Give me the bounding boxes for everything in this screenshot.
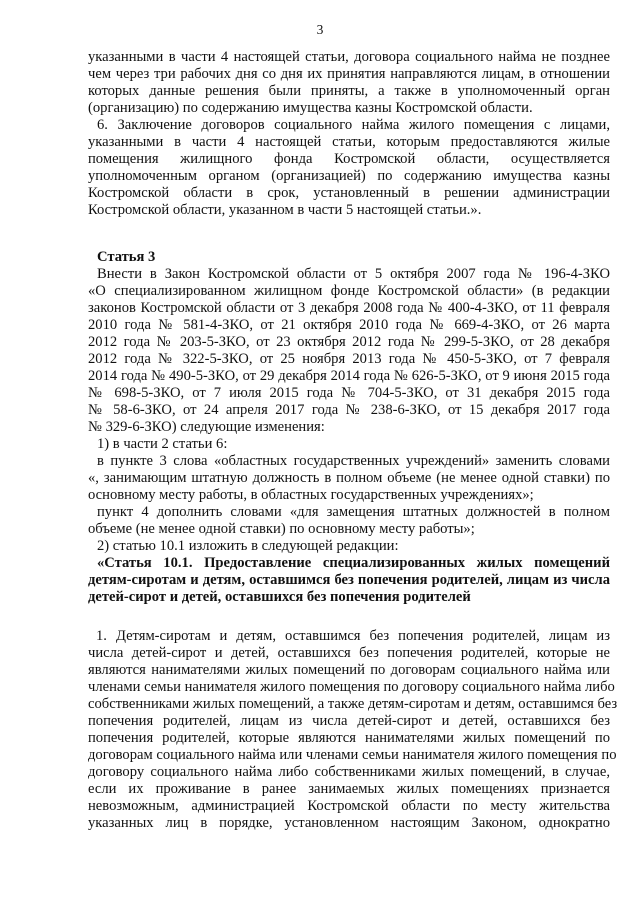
paragraph-amendment-intro [88, 266, 610, 436]
text-line: законов Костромской области от 3 декабря 2008 года № 400-4-ЗКО, от 11 февраля [88, 300, 610, 316]
article-10-1-heading [88, 555, 610, 606]
paragraph-article-10-1-part-1 [88, 628, 618, 832]
paragraph-continuation [88, 49, 610, 117]
text-line: Костромской области в срок, установленный в решении администрации [88, 185, 610, 201]
text-line: № 329-6-ЗКО) следующие изменения: [88, 419, 325, 435]
text-line: числа детей-сирот и детей, оставшихся без попечения родителей, которые не [88, 645, 610, 661]
text-line: 6. Заключение договоров социального найма жилого помещения с лицами, [97, 117, 610, 133]
text-line: помещения жилищного фонда Костромской области, осуществляется [88, 151, 610, 167]
text-line: № 58-6-ЗКО, от 24 апреля 2017 года № 238-6-ЗКО, от 15 декабря 2017 года [88, 402, 610, 418]
text-line: указанными в части 4 настоящей статьи, которым предоставляются жилые [88, 134, 610, 150]
text-line: детей-сирот и детей, оставшихся без попечения родителей [88, 589, 471, 605]
text-line: указанных лиц в порядке, установленном настоящим Законом, однократно [88, 815, 610, 831]
text-line: чем через три рабочих дня со дня их принятия направляются лицам, в отношении [88, 66, 610, 82]
list-item-1: 1) в части 2 статьи 6: [97, 436, 228, 452]
text-line: 2012 года № 203-5-ЗКО, от 23 октября 2012 года № 299-5-ЗКО, от 28 декабря [88, 334, 610, 350]
text-line: 2010 года № 581-4-ЗКО, от 21 октября 2010 года № 669-4-ЗКО, от 26 марта [88, 317, 610, 333]
text-line: «Статья 10.1. Предоставление специализированных жилых помещений [97, 555, 610, 571]
text-line: «О специализированном жилищном фонде Костромской области» (в редакции [88, 283, 610, 299]
text-line: детям-сиротам и детям, оставшимся без попечения родителей, лицам из числа [88, 572, 610, 588]
text-line: которых данные решения были приняты, а также в уполномоченный орган [88, 83, 610, 99]
list-item-2: 2) статью 10.1 изложить в следующей редакции: [97, 538, 399, 554]
paragraph-point-3 [88, 453, 610, 504]
text-line: основному месту работы, в областных государственных учреждениях»; [88, 487, 534, 503]
paragraph-part-6 [88, 117, 610, 219]
text-line: объеме (не менее одной ставки) по основному месту работы»; [88, 521, 475, 537]
text-line: если их проживание в ранее занимаемых жилых помещениях признается [88, 781, 610, 797]
document-body [88, 49, 618, 832]
text-line: пункт 4 дополнить словами «для замещения штатных должностей в полном [97, 504, 610, 520]
text-line: членами семьи нанимателя жилого помещения по договору социального найма либо [88, 679, 615, 695]
text-line: № 698-5-ЗКО, от 7 июля 2015 года № 704-5-ЗКО, от 31 декабря 2015 года [88, 385, 610, 401]
text-line: собственниками жилых помещений, а также детям-сиротам и детям, оставшимся без [88, 696, 618, 712]
paragraph-point-4 [88, 504, 610, 538]
text-line: уполномоченным органом (организацией) по содержанию имущества казны [88, 168, 610, 184]
text-line: попечения родителей, которые являются нанимателями жилых помещений по [88, 730, 610, 746]
text-line: (организацию) по содержанию имущества казны Костромской области. [88, 100, 533, 116]
text-line: 2014 года № 490-5-ЗКО, от 29 декабря 2014 года № 626-5-ЗКО, от 9 июня 2015 года [88, 368, 610, 384]
article-heading: Статья 3 [97, 249, 156, 265]
text-line: Костромской области, указанном в части 5 настоящей статьи.». [88, 202, 482, 218]
text-line: «, занимающим штатную должность в полном объеме (не менее одной ставки) по [88, 470, 610, 486]
text-line: являются нанимателями жилых помещений по договорам социального найма или [88, 662, 610, 678]
text-line: невозможным, администрацией Костромской области по месту жительства [88, 798, 610, 814]
text-line: 2012 года № 322-5-ЗКО, от 25 ноября 2013 года № 450-5-ЗКО, от 7 февраля [88, 351, 610, 367]
text-line: Внести в Закон Костромской области от 5 октября 2007 года № 196-4-ЗКО [97, 266, 610, 282]
text-line: 1. Детям-сиротам и детям, оставшимся без попечения родителей, лицам из [96, 628, 610, 644]
page-number: 3 [316, 22, 324, 37]
text-line: договору социального найма либо собственниками жилых помещений, в случае, [88, 764, 610, 780]
text-line: договорам социального найма или членами семьи нанимателя жилого помещения по [88, 747, 617, 763]
text-line: указанными в части 4 настоящей статьи, договора социального найма не позднее [88, 49, 610, 65]
text-line: попечения родителей, лицам из числа детей-сирот и детей, оставшихся без [88, 713, 610, 729]
text-line: в пункте 3 слова «областных государственных учреждений» заменить словами [97, 453, 610, 469]
